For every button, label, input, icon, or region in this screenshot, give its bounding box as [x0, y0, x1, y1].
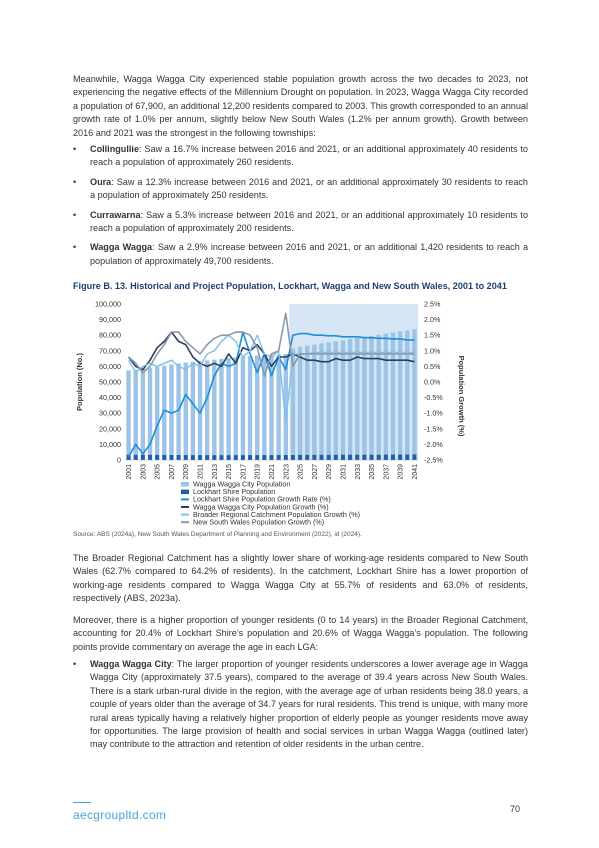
population-chart: [73, 296, 528, 531]
y-tick-label: 20,000: [99, 424, 121, 434]
x-tick-label: 2013: [211, 464, 219, 480]
bar-lockhart-population: [327, 455, 331, 460]
x-tick-label: 2031: [340, 464, 348, 480]
legend-label: Broader Regional Catchment Population Growth (%): [193, 509, 360, 519]
bar-wagga-population: [362, 337, 366, 460]
y2-tick-label: 2.0%: [424, 315, 441, 325]
legend-label: Lockhart Shire Population: [193, 487, 276, 497]
y2-tick-label: 1.5%: [424, 330, 441, 340]
bar-wagga-population: [305, 346, 309, 460]
bar-lockhart-population: [248, 455, 252, 460]
bar-lockhart-population: [334, 455, 338, 460]
page-number: 70: [510, 804, 521, 814]
township-text: : Saw a 16.7% increase between 2016 and 2021, or an additional approximately 40 residents to reach a population of approximately 260 residents.: [90, 144, 528, 168]
bar-lockhart-population: [370, 455, 374, 460]
footer-divider: [73, 802, 91, 803]
legend-label: Wagga Wagga City Population Growth (%): [193, 502, 329, 512]
y2-tick-label: -2.0%: [424, 439, 443, 449]
legend-swatch: [181, 490, 189, 495]
x-tick-label: 2011: [197, 464, 205, 480]
y-tick-label: 80,000: [99, 330, 121, 340]
bar-lockhart-population: [291, 455, 295, 460]
figure-title: Figure B. 13. Historical and Project Population, Lockhart, Wagga and New South Wales, 2001 to 2041: [73, 281, 507, 291]
y-tick-label: 70,000: [99, 346, 121, 356]
bar-lockhart-population: [262, 455, 266, 460]
list-item: [73, 658, 528, 752]
bar-wagga-population: [312, 345, 316, 460]
bar-wagga-population: [191, 362, 195, 460]
y2-tick-label: -0.5%: [424, 393, 443, 403]
legend-label: Wagga Wagga City Population: [193, 479, 291, 489]
bar-lockhart-population: [305, 455, 309, 460]
x-tick-label: 2005: [154, 464, 162, 480]
bar-lockhart-population: [191, 455, 195, 460]
bar-lockhart-population: [177, 455, 181, 460]
township-text: : Saw a 5.3% increase between 2016 and 2021, or an additional approximately 10 residents to reach a population of approximately 200 residents.: [90, 209, 528, 234]
bar-lockhart-population: [405, 455, 409, 460]
x-tick-label: 2015: [226, 464, 234, 480]
bar-wagga-population: [298, 347, 302, 460]
bar-lockhart-population: [270, 455, 274, 460]
bar-lockhart-population: [377, 455, 381, 460]
township-name: Collingullie: [90, 144, 140, 154]
y-tick-label: 30,000: [99, 408, 121, 418]
y2-tick-label: 0.0%: [424, 377, 441, 387]
y-tick-label: 10,000: [99, 439, 121, 449]
list-item: [73, 143, 528, 170]
lga-name: Wagga Wagga City: [90, 659, 172, 669]
y2-tick-label: -2.5%: [424, 455, 443, 465]
x-tick-label: 2039: [397, 464, 405, 480]
list-item: [73, 241, 528, 268]
y2-tick-label: -1.5%: [424, 424, 443, 434]
bar-lockhart-population: [284, 455, 288, 460]
lga-text: : The larger proportion of younger residents underscores a lower average age in Wagga Wagga City (approximately 37.5 years), compared to the average of 39.4 years across New South Wales. There is a stark urban-rural divide in the region, with the average age of urban residents being 38.0 years, a couple of years older than the average of 34.7 years for rural residents. This trend is unique, with many more rural areas typically having a relatively higher proportion of elderly people as younger residents move away for opportunities. The large provision of health and social services in urban Wagga Wagga (outlined later) may contribute to the attraction and retention of older residents in the urban centre.: [90, 659, 528, 750]
bar-lockhart-population: [169, 455, 173, 460]
y-axis-label: Population (No.): [75, 353, 84, 411]
bar-wagga-population: [391, 333, 395, 460]
list-item: [73, 176, 528, 203]
bar-wagga-population: [405, 330, 409, 460]
y2-tick-label: 0.5%: [424, 361, 441, 371]
y-tick-label: 90,000: [99, 315, 121, 325]
bar-lockhart-population: [234, 455, 238, 460]
bar-lockhart-population: [141, 455, 145, 460]
catchment-paragraph: The Broader Regional Catchment has a slightly lower share of working-age residents compared to New South Wales (62.7% compared to 64.2% of residents). In the catchment, Lockhart Shire has a lower proportion of working-age residents compared to Wagga Wagga City at 55.7% of residents and 63.0% of residents, respectively (ABS, 2023a).: [73, 553, 528, 604]
bar-lockhart-population: [255, 455, 259, 460]
bar-wagga-population: [248, 356, 252, 460]
bar-lockhart-population: [212, 455, 216, 460]
bar-lockhart-population: [384, 455, 388, 460]
bar-wagga-population: [155, 367, 159, 460]
lga-age-list: [73, 658, 528, 758]
township-text: : Saw a 12.3% increase between 2016 and 2021, or an additional approximately 30 residents to reach a population of approximately 250 residents.: [90, 176, 528, 201]
x-tick-label: 2025: [297, 464, 305, 480]
bar-lockhart-population: [341, 455, 345, 460]
x-tick-label: 2029: [326, 464, 334, 480]
list-item: [73, 209, 528, 236]
bar-lockhart-population: [134, 455, 138, 460]
bar-lockhart-population: [391, 455, 395, 460]
bar-lockhart-population: [412, 454, 416, 460]
footer-url: aecgroupltd.com: [73, 808, 167, 822]
x-tick-label: 2021: [269, 464, 276, 480]
bar-lockhart-population: [184, 455, 188, 460]
township-name: Oura: [90, 176, 112, 187]
bar-lockhart-population: [348, 455, 352, 460]
bar-wagga-population: [126, 370, 130, 460]
x-tick-label: 2033: [354, 464, 362, 480]
bar-wagga-population: [234, 357, 238, 460]
y-tick-label: 40,000: [99, 393, 121, 403]
x-tick-label: 2007: [168, 464, 176, 480]
x-tick-label: 2027: [311, 464, 319, 480]
bar-lockhart-population: [205, 455, 209, 460]
x-tick-label: 2019: [254, 464, 262, 480]
y2-tick-label: 2.5%: [424, 299, 441, 309]
bar-lockhart-population: [398, 455, 402, 460]
bar-lockhart-population: [162, 455, 166, 460]
bar-wagga-population: [241, 357, 245, 460]
bar-lockhart-population: [277, 455, 281, 460]
intro-paragraph: Meanwhile, Wagga Wagga City experienced stable population growth across the two decades to 2023, not experiencing the negative effects of the Millennium Drought on population. In 2023, Wagga Wagga City recorded a population of 67,900, an additional 12,200 residents compared to 2003. This growth corresponded to an annual growth rate of 1.0% per annum, slightly below New South Wales (1.2% per annum growth). Growth between 2016 and 2021 was the strongest in the following townships:: [73, 74, 528, 138]
bar-wagga-population: [326, 342, 330, 460]
y2-tick-label: 1.0%: [424, 346, 441, 356]
legend-label: Lockhart Shire Population Growth Rate (%): [193, 494, 331, 504]
y-tick-label: 0: [117, 455, 121, 465]
figure-source: Source: ABS (2024a), New South Wales Department of Planning and Environment (2022), id (2024).: [73, 531, 362, 538]
bar-wagga-population: [412, 329, 416, 460]
bar-lockhart-population: [241, 455, 245, 460]
bar-lockhart-population: [320, 455, 324, 460]
x-tick-label: 2003: [140, 464, 148, 480]
bar-lockhart-population: [148, 455, 152, 460]
x-tick-label: 2017: [240, 464, 248, 480]
legend-swatch: [181, 482, 189, 487]
bar-wagga-population: [348, 339, 352, 460]
bar-lockhart-population: [227, 455, 231, 460]
bar-lockhart-population: [362, 455, 366, 460]
bar-lockhart-population: [198, 455, 202, 460]
bar-wagga-population: [219, 359, 223, 460]
township-text: : Saw a 2.9% increase between 2016 and 2021, or an additional 1,420 residents to reach a population of approximately 49,700 residents.: [90, 242, 528, 266]
bar-wagga-population: [205, 360, 209, 460]
bar-lockhart-population: [298, 455, 302, 460]
x-tick-label: 2009: [183, 464, 191, 480]
legend-label: New South Wales Population Growth (%): [193, 517, 325, 527]
bar-wagga-population: [226, 358, 230, 460]
townships-list: [73, 143, 528, 274]
bar-lockhart-population: [220, 455, 224, 460]
township-name: Currawarna: [90, 209, 141, 220]
bar-lockhart-population: [355, 455, 359, 460]
x-tick-label: 2037: [383, 464, 391, 480]
bar-wagga-population: [398, 331, 402, 460]
bar-wagga-population: [341, 340, 345, 460]
bar-lockhart-population: [312, 455, 316, 460]
bar-wagga-population: [141, 369, 145, 460]
y2-axis-label: Population Growth (%): [457, 355, 466, 437]
y2-tick-label: -1.0%: [424, 408, 443, 418]
x-tick-label: 2023: [283, 464, 291, 480]
township-name: Wagga Wagga: [90, 242, 153, 253]
x-tick-label: 2041: [411, 464, 419, 480]
bar-lockhart-population: [155, 455, 159, 460]
bar-wagga-population: [176, 363, 180, 460]
y-tick-label: 50,000: [99, 377, 121, 387]
bar-wagga-population: [184, 363, 188, 460]
y-tick-label: 60,000: [99, 361, 121, 371]
x-tick-label: 2035: [369, 464, 377, 480]
younger-residents-paragraph: Moreover, there is a higher proportion of younger residents (0 to 14 years) in the Broader Regional Catchment, accounting for 20.4% of Lockhart Shire’s population and 20.6% of Wagga Wagga’s population. The following points provide commentary on average the age in each LGA:: [73, 615, 528, 652]
y-tick-label: 100,000: [95, 299, 121, 309]
x-tick-label: 2001: [126, 464, 134, 480]
